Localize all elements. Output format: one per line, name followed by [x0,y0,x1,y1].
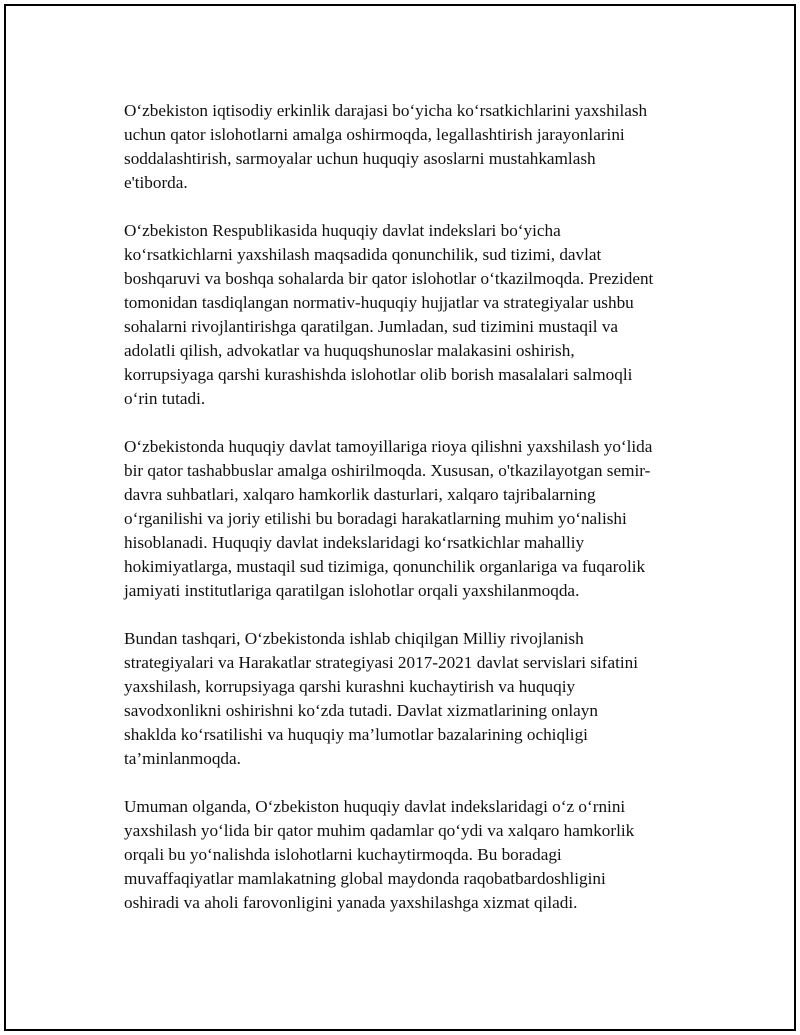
paragraph-2: O‘zbekiston Respublikasida huquqiy davlat indekslari bo‘yicha ko‘rsatkichlarni yaxshilash maqsadida qonunchilik, sud tizimi, davlat boshqaruvi va boshqa sohalarda bir qator islohotlar o‘tkazilmoqda. Prezident tomonidan tasdiqlangan normativ-huquqiy hujjatlar va strategiyalar ushbu sohalarni rivojlantirishga qaratilgan. Jumladan, sud tizimini mustaqil va adolatli qilish, advokatlar va huquqshunoslar malakasini oshirish, korrupsiyaga qarshi kurashishda islohotlar olib borish masalalari salmoqli o‘rin tutadi. [124,221,654,408]
paragraph-3: O‘zbekistonda huquqiy davlat tamoyillariga rioya qilishni yaxshilash yo‘lida bir qator tashabbuslar amalga oshirilmoqda. Xususan, o'tkazilayotgan semir- davra suhbatlari, xalqaro hamkorlik dasturlari, xalqaro tajribalarning o‘rganilishi va joriy etilishi bu boradagi harakatlarning muhim yo‘nalishi hisoblanadi. Huquqiy davlat indekslaridagi ko‘rsatkichlar mahalliy hokimiyatlarga, mustaqil sud tizimiga, qonunchilik organlariga va fuqarolik jamiyati institutlariga qaratilgan islohotlar orqali yaxshilanmoqda. [124,437,653,600]
document-body [124,99,704,939]
page-frame [4,4,796,1031]
paragraph-5: Umuman olganda, O‘zbekiston huquqiy davlat indekslaridagi o‘z o‘rnini yaxshilash yo‘lida bir qator muhim qadamlar qo‘ydi va xalqaro hamkorlik orqali bu yo‘nalishda islohotlarni kuchaytirmoqda. Bu boradagi muvaffaqiyatlar mamlakatning global maydonda raqobatbardoshligini oshiradi va aholi farovonligini yanada yaxshilashga xizmat qiladi. [124,797,635,912]
paragraph-1: O‘zbekiston iqtisodiy erkinlik darajasi bo‘yicha ko‘rsatkichlarini yaxshilash uchun qator islohotlarni amalga oshirmoqda, legallashtirish jarayonlarini soddalashtirish, sarmoyalar uchun huquqiy asoslarni mustahkamlash e'tiborda. [124,101,648,192]
paragraph-4: Bundan tashqari, O‘zbekistonda ishlab chiqilgan Milliy rivojlanish strategiyalari va Harakatlar strategiyasi 2017-2021 davlat servislari sifatini yaxshilash, korrupsiyaga qarshi kurashni kuchaytirish va huquqiy savodxonlikni oshirishni ko‘zda tutadi. Davlat xizmatlarining onlayn shaklda ko‘rsatilishi va huquqiy ma’lumotlar bazalarining ochiqligi ta’minlanmoqda. [124,629,639,768]
